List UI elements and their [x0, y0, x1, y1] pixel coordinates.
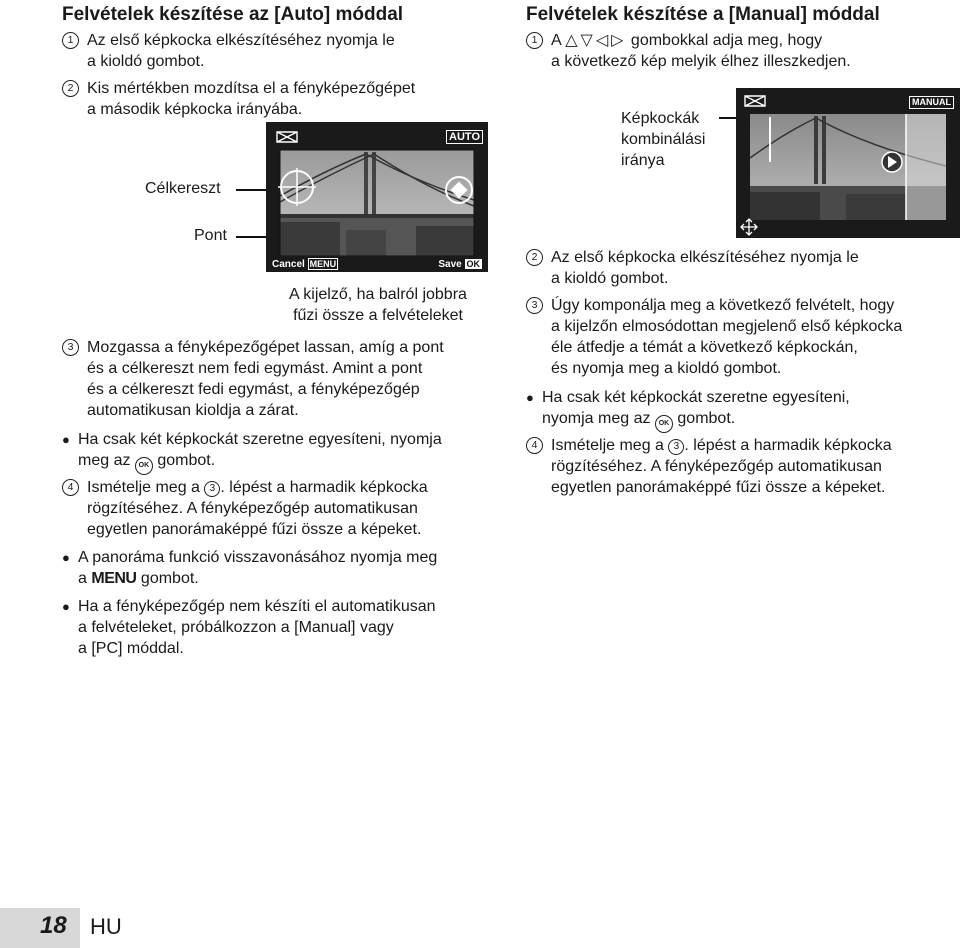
cancel-hint: Cancel MENU	[272, 259, 337, 270]
page-number: 18	[40, 912, 67, 939]
right-step-2: 2 Az első képkocka elkészítéséhez nyomja le a kioldó gombot.	[526, 247, 956, 289]
left-step-3: 3 Mozgassa a fényképezőgépet lassan, amíg a pont és a célkereszt nem fedi egymást. Amint a pont és a célkereszt fedi egymást, a fényképezőgép automatikusan kioldja a zárat.	[62, 337, 502, 421]
right-bullet-1: ● Ha csak két képkockát szeretne egyesíteni, nyomja meg az OK gombot.	[526, 387, 956, 433]
ok-button-icon: OK	[135, 457, 153, 475]
crosshair-label: Célkereszt	[145, 180, 221, 197]
bullet-icon: ●	[62, 432, 70, 447]
arrow-buttons-icon: △▽◁▷	[565, 32, 627, 49]
save-hint: Save OK	[438, 259, 480, 270]
step-number: 3	[62, 339, 79, 356]
dot-icon	[443, 174, 475, 206]
step-number: 2	[62, 80, 79, 97]
crosshair-icon	[278, 168, 316, 206]
step-number: 3	[526, 297, 543, 314]
step-number: 1	[62, 32, 79, 49]
direction-leader-v	[769, 117, 771, 162]
ok-key-icon: OK	[466, 259, 480, 269]
bullet-icon: ●	[526, 390, 534, 405]
direction-arrow-icon	[880, 150, 904, 174]
step-number: 2	[526, 249, 543, 266]
move-cross-icon	[740, 218, 758, 236]
direction-label: Képkockák kombinálási iránya	[621, 110, 706, 169]
left-bullet-1: ● Ha csak két képkockát szeretne egyesíteni, nyomja meg az OK gombot.	[62, 429, 502, 475]
left-heading: Felvételek készítése az [Auto] móddal	[62, 4, 404, 25]
left-step-2: 2 Kis mértékben mozdítsa el a fényképezőgépet a második képkocka irányába.	[62, 78, 482, 120]
right-step-3: 3 Úgy komponálja meg a következő felvételt, hogy a kijelzőn elmosódottan megjelenő első képkocka éle átfedje a témát a következő képkockán, és nyomja meg a kioldó gombot.	[526, 295, 956, 379]
left-bullet-2: ● A panoráma funkció visszavonásához nyomja meg a MENU gombot.	[62, 549, 438, 587]
bullet-icon: ●	[62, 550, 70, 565]
dot-label: Pont	[194, 227, 227, 244]
screen-caption: A kijelző, ha balról jobbra fűzi össze a felvételeket	[289, 286, 467, 324]
right-heading: Felvételek készítése a [Manual] móddal	[526, 4, 880, 25]
step-number: 4	[62, 479, 79, 496]
right-step-4: 4 Ismételje meg a 3 . lépést a harmadik képkocka rögzítéséhez. A fényképezőgép automatikusan egyetlen panorámaképpé fűzi össze a képeket.	[526, 435, 956, 498]
step-number: 1	[526, 32, 543, 49]
mode-badge: MANUAL	[909, 96, 954, 109]
left-bullet-3: ● Ha a fényképezőgép nem készíti el automatikusan a felvételeket, próbálkozzon a [Manual] vagy a [PC] móddal.	[62, 598, 436, 657]
left-step-4: 4 Ismételje meg a 3 . lépést a harmadik képkocka rögzítéséhez. A fényképezőgép automatikusan egyetlen panorámaképpé fűzi össze a képeket.	[62, 477, 502, 540]
bridge-photo-manual	[736, 88, 960, 238]
auto-mode-screen	[266, 122, 488, 272]
panorama-icon	[276, 130, 298, 144]
ok-button-icon: OK	[655, 415, 673, 433]
language-code: HU	[90, 914, 122, 939]
menu-key-icon: MENU	[309, 259, 337, 269]
left-step-1: 1 Az első képkocka elkészítéséhez nyomja le a kioldó gombot.	[62, 30, 482, 72]
step-number: 4	[526, 437, 543, 454]
panorama-icon	[744, 94, 766, 108]
right-step-1: 1 A △▽◁▷ gombokkal adja meg, hogy a következő kép melyik élhez illeszkedjen.	[526, 30, 946, 72]
step-ref-icon: 3	[204, 481, 220, 497]
manual-mode-screen	[736, 88, 960, 238]
menu-button-label: MENU	[91, 570, 137, 587]
step-ref-icon: 3	[668, 439, 684, 455]
mode-badge: AUTO	[446, 130, 483, 144]
bullet-icon: ●	[62, 599, 70, 614]
dot-leader	[236, 236, 266, 238]
